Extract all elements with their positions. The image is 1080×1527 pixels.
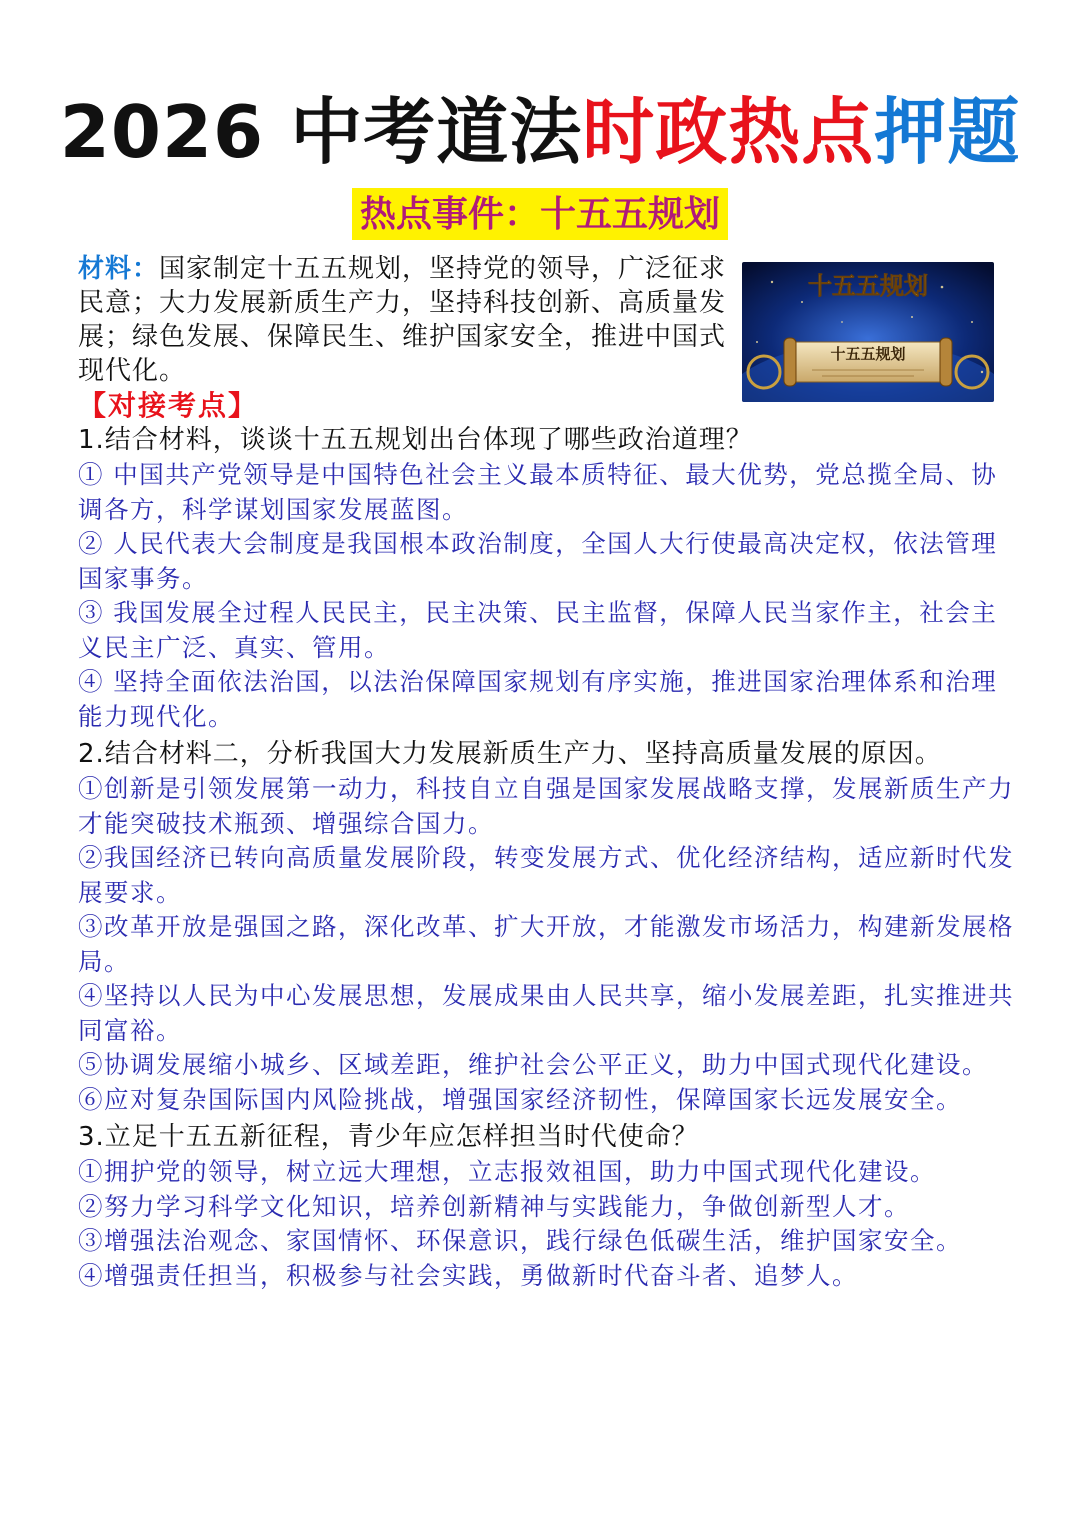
answer-3-1: ①拥护党的领导，树立远大理想，立志报效祖国，助力中国式现代化建设。 bbox=[78, 1157, 936, 1186]
answer-1-2: ② 人民代表大会制度是我国根本政治制度，全国人大行使最高决定权，依法管理国家事务。 bbox=[78, 529, 998, 593]
answer-1-3: ③ 我国发展全过程人民民主，民主决策、民主监督，保障人民当家作主，社会主义民主广泛、真实、管用。 bbox=[78, 598, 998, 662]
page-title bbox=[0, 84, 1080, 180]
question-3: 3.立足十五五新征程，青少年应怎样担当时代使命？ bbox=[78, 1122, 699, 1152]
answer-3-3: ③增强法治观念、家国情怀、环保意识，践行绿色低碳生活，维护国家安全。 bbox=[78, 1226, 962, 1255]
title-part-3: 押题 bbox=[874, 90, 1021, 174]
answer-2-2: ②我国经济已转向高质量发展阶段，转变发展方式、优化经济结构，适应新时代发展要求。 bbox=[78, 843, 1014, 907]
material-paragraph bbox=[78, 252, 728, 388]
title-part-1: 2026 中考道法 bbox=[59, 90, 583, 174]
hot-event-subtitle: 热点事件：十五五规划 bbox=[352, 188, 728, 240]
answer-2-3: ③改革开放是强国之路，深化改革、扩大开放，才能激发市场活力，构建新发展格局。 bbox=[78, 912, 1014, 976]
answer-2-1: ①创新是引领发展第一动力，科技自立自强是国家发展战略支撑，发展新质生产力才能突破技术瓶颈、增强综合国力。 bbox=[78, 774, 1014, 838]
answer-2-5: ⑤协调发展缩小城乡、区域差距，维护社会公平正义，助力中国式现代化建设。 bbox=[78, 1050, 988, 1079]
questions-content bbox=[78, 420, 1018, 1293]
title-part-2: 时政热点 bbox=[582, 90, 875, 174]
answer-1-1: ① 中国共产党领导是中国特色社会主义最本质特征、最大优势，党总揽全局、协调各方，科学谋划国家发展蓝图。 bbox=[78, 460, 998, 524]
answer-3-4: ④增强责任担当，积极参与社会实践，勇做新时代奋斗者、追梦人。 bbox=[78, 1260, 858, 1290]
answer-2-4: ④坚持以人民为中心发展思想，发展成果由人民共享，缩小发展差距，扎实推进共同富裕。 bbox=[78, 981, 1014, 1045]
scroll-title-text: 十五五规划 bbox=[830, 345, 906, 363]
plan-illustration bbox=[742, 262, 994, 402]
material-text: 国家制定十五五规划，坚持党的领导，广泛征求民意；大力发展新质生产力，坚持科技创新、高质量发展；绿色发展、保障民生、维护国家安全，推进中国式现代化。 bbox=[78, 254, 727, 386]
question-2: 2.结合材料二，分析我国大力发展新质生产力、坚持高质量发展的原因。 bbox=[78, 739, 942, 769]
section-tag: 【对接考点】 bbox=[78, 389, 259, 422]
answer-2-6: ⑥应对复杂国际国内风险挑战，增强国家经济韧性，保障国家长远发展安全。 bbox=[78, 1084, 962, 1114]
material-label: 材料： bbox=[78, 254, 160, 284]
answer-3-2: ②努力学习科学文化知识，培养创新精神与实践能力，争做创新型人才。 bbox=[78, 1191, 910, 1221]
question-1: 1.结合材料，谈谈十五五规划出台体现了哪些政治道理？ bbox=[78, 425, 753, 455]
answer-1-4: ④ 坚持全面依法治国，以法治保障国家规划有序实施，推进国家治理体系和治理能力现代化。 bbox=[78, 667, 998, 731]
banner-title-text: 十五五规划 bbox=[808, 271, 928, 300]
